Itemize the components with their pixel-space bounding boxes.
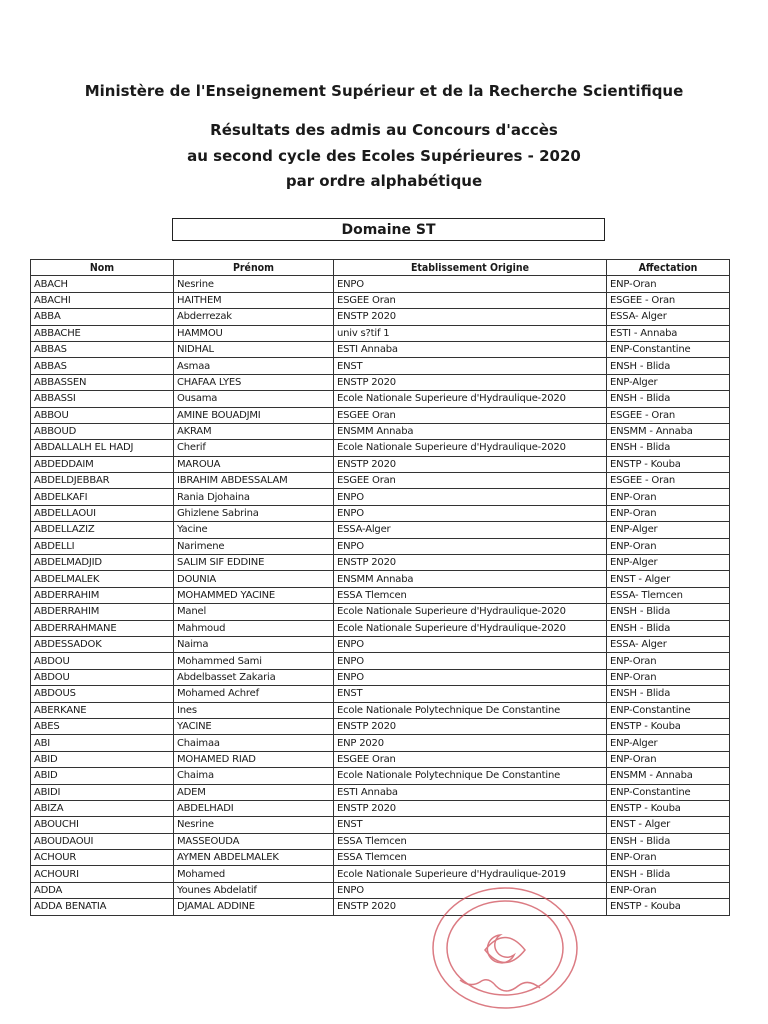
table-row [31, 423, 730, 439]
table-row [31, 587, 730, 603]
cell-prenom: HAMMOU [174, 325, 334, 341]
cell-nom: ABBA [31, 309, 174, 325]
cell-prenom: Yacine [174, 522, 334, 538]
cell-etablissement: ENSTP 2020 [334, 309, 607, 325]
table-row [31, 833, 730, 849]
cell-nom: ABBAS [31, 341, 174, 357]
cell-prenom: Ousama [174, 391, 334, 407]
cell-etablissement: ENSMM Annaba [334, 571, 607, 587]
cell-affectation: ENP-Alger [607, 555, 730, 571]
cell-affectation: ESSA- Tlemcen [607, 587, 730, 603]
cell-etablissement: Ecole Nationale Superieure d'Hydraulique-2019 [334, 866, 607, 882]
cell-etablissement: ENPO [334, 489, 607, 505]
cell-prenom: MOHAMED RIAD [174, 751, 334, 767]
results-title-line-1: Résultats des admis au Concours d'accès [210, 121, 558, 139]
cell-etablissement: ENPO [334, 882, 607, 898]
cell-prenom: Rania Djohaina [174, 489, 334, 505]
table-row [31, 718, 730, 734]
table-row [31, 374, 730, 390]
cell-nom: ABOUDAOUI [31, 833, 174, 849]
cell-affectation: ENSMM - Annaba [607, 423, 730, 439]
cell-etablissement: Ecole Nationale Superieure d'Hydraulique-2020 [334, 620, 607, 636]
cell-prenom: Narimene [174, 538, 334, 554]
cell-nom: ABID [31, 768, 174, 784]
cell-prenom: Chaimaa [174, 735, 334, 751]
cell-nom: ABDELLAZIZ [31, 522, 174, 538]
cell-prenom: SALIM SIF EDDINE [174, 555, 334, 571]
cell-affectation: ENP-Constantine [607, 702, 730, 718]
table-row [31, 604, 730, 620]
cell-etablissement: ENPO [334, 505, 607, 521]
table-row [31, 817, 730, 833]
cell-nom: ABES [31, 718, 174, 734]
stamp-crescent [487, 935, 514, 963]
table-row [31, 489, 730, 505]
cell-etablissement: ENP 2020 [334, 735, 607, 751]
cell-etablissement: ESSA Tlemcen [334, 587, 607, 603]
cell-nom: ADDA BENATIA [31, 899, 174, 915]
cell-prenom: DJAMAL ADDINE [174, 899, 334, 915]
cell-etablissement: ESTI Annaba [334, 341, 607, 357]
cell-prenom: AKRAM [174, 423, 334, 439]
domain-label: Domaine ST [172, 218, 605, 241]
cell-affectation: ESGEE - Oran [607, 292, 730, 308]
cell-affectation: ENP-Oran [607, 850, 730, 866]
cell-etablissement: ENST [334, 686, 607, 702]
cell-etablissement: ESGEE Oran [334, 407, 607, 423]
table-row [31, 341, 730, 357]
table-row [31, 620, 730, 636]
cell-prenom: Nesrine [174, 276, 334, 292]
cell-etablissement: ENSTP 2020 [334, 718, 607, 734]
cell-nom: ABBOU [31, 407, 174, 423]
cell-etablissement: ENST [334, 817, 607, 833]
cell-etablissement: Ecole Nationale Polytechnique De Constantine [334, 768, 607, 784]
cell-affectation: ENSH - Blida [607, 866, 730, 882]
cell-etablissement: ENPO [334, 538, 607, 554]
cell-prenom: MASSEOUDA [174, 833, 334, 849]
cell-prenom: Younes Abdelatif [174, 882, 334, 898]
cell-affectation: ESTI - Annaba [607, 325, 730, 341]
cell-affectation: ENSH - Blida [607, 440, 730, 456]
cell-affectation: ENP-Constantine [607, 341, 730, 357]
cell-etablissement: ENSTP 2020 [334, 899, 607, 915]
cell-etablissement: ENST [334, 358, 607, 374]
table-row [31, 636, 730, 652]
cell-etablissement: ENSTP 2020 [334, 800, 607, 816]
cell-etablissement: ENPO [334, 653, 607, 669]
table-row [31, 800, 730, 816]
table-row [31, 735, 730, 751]
table-row [31, 473, 730, 489]
table-row [31, 407, 730, 423]
cell-affectation: ENP-Oran [607, 751, 730, 767]
cell-nom: ADDA [31, 882, 174, 898]
table-row [31, 276, 730, 292]
cell-prenom: Asmaa [174, 358, 334, 374]
cell-affectation: ENP-Alger [607, 522, 730, 538]
cell-affectation: ENST - Alger [607, 571, 730, 587]
cell-etablissement: ENSTP 2020 [334, 555, 607, 571]
cell-prenom: Mohamed [174, 866, 334, 882]
cell-etablissement: ESGEE Oran [334, 751, 607, 767]
cell-affectation: ESGEE - Oran [607, 473, 730, 489]
table-row [31, 325, 730, 341]
table-row [31, 522, 730, 538]
cell-etablissement: ESSA Tlemcen [334, 850, 607, 866]
cell-affectation: ENSMM - Annaba [607, 768, 730, 784]
cell-nom: ACHOUR [31, 850, 174, 866]
results-table [30, 259, 730, 916]
cell-nom: ABDALLALH EL HADJ [31, 440, 174, 456]
cell-nom: ABIZA [31, 800, 174, 816]
ministry-title: Ministère de l'Enseignement Supérieur et de la Recherche Scientifique [84, 82, 684, 100]
cell-nom: ABID [31, 751, 174, 767]
cell-nom: ABBASSEN [31, 374, 174, 390]
cell-etablissement: Ecole Nationale Superieure d'Hydraulique-2020 [334, 440, 607, 456]
cell-nom: ABDERRAHIM [31, 604, 174, 620]
table-row [31, 653, 730, 669]
cell-nom: ABDELDJEBBAR [31, 473, 174, 489]
table-row [31, 456, 730, 472]
table-row [31, 686, 730, 702]
table-row [31, 702, 730, 718]
cell-affectation: ENP-Alger [607, 374, 730, 390]
cell-affectation: ENP-Constantine [607, 784, 730, 800]
cell-prenom: Abderrezak [174, 309, 334, 325]
cell-prenom: Ghizlene Sabrina [174, 505, 334, 521]
cell-nom: ABDELKAFI [31, 489, 174, 505]
cell-affectation: ENP-Alger [607, 735, 730, 751]
cell-affectation: ENP-Oran [607, 276, 730, 292]
cell-prenom: DOUNIA [174, 571, 334, 587]
cell-affectation: ENP-Oran [607, 538, 730, 554]
cell-nom: ABDESSADOK [31, 636, 174, 652]
cell-etablissement: ENPO [334, 669, 607, 685]
cell-prenom: Ines [174, 702, 334, 718]
cell-affectation: ENP-Oran [607, 505, 730, 521]
cell-affectation: ENP-Oran [607, 489, 730, 505]
cell-affectation: ENSTP - Kouba [607, 456, 730, 472]
cell-etablissement: ESSA Tlemcen [334, 833, 607, 849]
cell-etablissement: ENPO [334, 636, 607, 652]
table-row [31, 555, 730, 571]
cell-affectation: ENSH - Blida [607, 358, 730, 374]
cell-nom: ABACHI [31, 292, 174, 308]
table-row [31, 571, 730, 587]
cell-prenom: IBRAHIM ABDESSALAM [174, 473, 334, 489]
table-row [31, 866, 730, 882]
cell-prenom: MOHAMMED YACINE [174, 587, 334, 603]
cell-prenom: ADEM [174, 784, 334, 800]
cell-nom: ACHOURI [31, 866, 174, 882]
cell-nom: ABDERRAHIM [31, 587, 174, 603]
cell-nom: ABOUCHI [31, 817, 174, 833]
cell-etablissement: ESGEE Oran [334, 473, 607, 489]
cell-nom: ABBASSI [31, 391, 174, 407]
cell-nom: ABDELLAOUI [31, 505, 174, 521]
cell-prenom: ABDELHADI [174, 800, 334, 816]
cell-nom: ABDOU [31, 669, 174, 685]
table-row [31, 751, 730, 767]
table-row [31, 505, 730, 521]
table-row [31, 768, 730, 784]
cell-affectation: ENP-Oran [607, 882, 730, 898]
cell-affectation: ENSH - Blida [607, 686, 730, 702]
table-row [31, 850, 730, 866]
cell-etablissement: ENPO [334, 276, 607, 292]
cell-prenom: Cherif [174, 440, 334, 456]
cell-nom: ABBAS [31, 358, 174, 374]
cell-etablissement: Ecole Nationale Superieure d'Hydraulique-2020 [334, 391, 607, 407]
cell-affectation: ENSTP - Kouba [607, 899, 730, 915]
table-row [31, 358, 730, 374]
table-row [31, 292, 730, 308]
cell-etablissement: ENSTP 2020 [334, 456, 607, 472]
table-row [31, 899, 730, 915]
cell-nom: ABERKANE [31, 702, 174, 718]
cell-etablissement: Ecole Nationale Superieure d'Hydraulique-2020 [334, 604, 607, 620]
cell-nom: ABDOU [31, 653, 174, 669]
cell-prenom: Mahmoud [174, 620, 334, 636]
cell-prenom: HAITHEM [174, 292, 334, 308]
cell-prenom: Nesrine [174, 817, 334, 833]
cell-prenom: Manel [174, 604, 334, 620]
official-stamp [430, 880, 580, 1010]
cell-nom: ABDEDDAIM [31, 456, 174, 472]
cell-etablissement: ENSTP 2020 [334, 374, 607, 390]
table-row [31, 538, 730, 554]
cell-etablissement: ENSMM Annaba [334, 423, 607, 439]
cell-nom: ABDERRAHMANE [31, 620, 174, 636]
table-row [31, 309, 730, 325]
cell-prenom: Mohammed Sami [174, 653, 334, 669]
cell-etablissement: ESGEE Oran [334, 292, 607, 308]
cell-prenom: MAROUA [174, 456, 334, 472]
table-row [31, 882, 730, 898]
cell-nom: ABBOUD [31, 423, 174, 439]
cell-prenom: Mohamed Achref [174, 686, 334, 702]
cell-nom: ABDELLI [31, 538, 174, 554]
cell-affectation: ESGEE - Oran [607, 407, 730, 423]
column-header-prenom: Prénom [174, 260, 334, 276]
stamp-script [460, 980, 540, 991]
cell-affectation: ESSA- Alger [607, 636, 730, 652]
stamp-inner-ring [447, 901, 563, 995]
stamp-outer-ring [433, 888, 577, 1008]
cell-affectation: ENSH - Blida [607, 833, 730, 849]
cell-affectation: ENSH - Blida [607, 391, 730, 407]
cell-affectation: ENSH - Blida [607, 604, 730, 620]
column-header-etablissement: Etablissement Origine [334, 260, 607, 276]
cell-prenom: Naima [174, 636, 334, 652]
cell-prenom: YACINE [174, 718, 334, 734]
cell-prenom: NIDHAL [174, 341, 334, 357]
cell-nom: ABACH [31, 276, 174, 292]
table-row [31, 391, 730, 407]
cell-nom: ABDOUS [31, 686, 174, 702]
cell-affectation: ENSH - Blida [607, 620, 730, 636]
cell-nom: ABDELMALEK [31, 571, 174, 587]
table-row [31, 669, 730, 685]
cell-nom: ABIDI [31, 784, 174, 800]
results-title-line-2: au second cycle des Ecoles Supérieures - 2020 [187, 147, 581, 165]
table-header-row [31, 260, 730, 276]
cell-etablissement: univ s?tif 1 [334, 325, 607, 341]
cell-prenom: AYMEN ABDELMALEK [174, 850, 334, 866]
cell-prenom: Abdelbasset Zakaria [174, 669, 334, 685]
cell-affectation: ENP-Oran [607, 653, 730, 669]
table-row [31, 440, 730, 456]
cell-affectation: ENSTP - Kouba [607, 800, 730, 816]
cell-prenom: Chaima [174, 768, 334, 784]
column-header-nom: Nom [31, 260, 174, 276]
cell-affectation: ENST - Alger [607, 817, 730, 833]
cell-nom: ABI [31, 735, 174, 751]
cell-etablissement: ESSA-Alger [334, 522, 607, 538]
cell-affectation: ENSTP - Kouba [607, 718, 730, 734]
cell-etablissement: Ecole Nationale Polytechnique De Constantine [334, 702, 607, 718]
cell-prenom: AMINE BOUADJMI [174, 407, 334, 423]
cell-nom: ABDELMADJID [31, 555, 174, 571]
cell-nom: ABBACHE [31, 325, 174, 341]
cell-affectation: ESSA- Alger [607, 309, 730, 325]
results-title-line-3: par ordre alphabétique [285, 172, 483, 190]
cell-affectation: ENP-Oran [607, 669, 730, 685]
cell-etablissement: ESTI Annaba [334, 784, 607, 800]
column-header-affectation: Affectation [607, 260, 730, 276]
table-row [31, 784, 730, 800]
cell-prenom: CHAFAA LYES [174, 374, 334, 390]
